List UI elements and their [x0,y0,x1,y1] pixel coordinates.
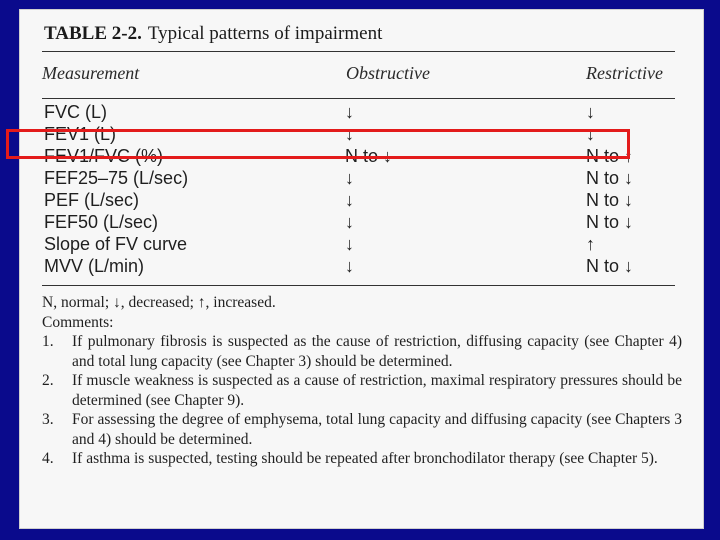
header-measurement: Measurement [42,63,140,83]
comment-text: If muscle weakness is suspected as a cause of restriction, maximal respiratory pressures should be determined (see Chapter 9). [72,372,682,409]
row-measurement: FVC (L) [44,102,107,122]
table-row [20,102,703,124]
document-page [20,10,703,528]
legend-text: N, normal; ↓, decreased; ↑, increased. [42,294,276,311]
row-restrictive: N to ↓ [586,168,634,188]
row-obstructive: ↓ [345,124,354,144]
comment-item [42,332,682,371]
header-restrictive: Restrictive [586,63,663,83]
table-row [20,256,703,278]
row-obstructive: ↓ [345,256,354,276]
comment-item [42,410,682,449]
header-rule [42,98,675,99]
row-restrictive: ↓ [586,124,595,144]
comment-text: If pulmonary fibrosis is suspected as the cause of restriction, diffusing capacity (see Chapter 4) and total lung capacity (see Chapter 3) should be determined. [72,333,682,370]
row-measurement: FEV1 (L) [44,124,117,144]
comment-number: 1. [42,333,54,350]
table-title [44,23,382,45]
row-restrictive: N to ↓ [586,190,634,210]
row-obstructive: ↓ [345,168,354,188]
row-obstructive: ↓ [345,212,354,232]
highlight-box [6,129,630,159]
row-measurement: Slope of FV curve [44,234,188,254]
table-row [20,234,703,256]
comment-text: If asthma is suspected, testing should be repeated after bronchodilator therapy (see Chapter 5). [72,450,658,467]
comment-number: 2. [42,372,54,389]
row-restrictive: N to ↓ [586,212,634,232]
row-obstructive: ↓ [345,190,354,210]
comment-number: 3. [42,411,54,428]
table-title-label: TABLE 2-2. [44,23,142,44]
table-row [20,190,703,212]
row-obstructive: N to ↓ [345,146,393,166]
row-restrictive: N to ↓ [586,256,634,276]
row-obstructive: ↓ [345,102,354,122]
row-measurement: FEF50 (L/sec) [44,212,159,232]
comment-item [42,371,682,410]
row-measurement: FEV1/FVC (%) [44,146,164,166]
header-obstructive: Obstructive [346,63,430,83]
table-row [20,168,703,190]
table-title-text: Typical patterns of impairment [147,23,383,44]
row-measurement: PEF (L/sec) [44,190,140,210]
comment-text: For assessing the degree of emphysema, total lung capacity and diffusing capacity (see Chapters 3 and 4) should be determined. [72,411,682,448]
comments-label: Comments: [42,313,114,331]
row-measurement: MVV (L/min) [44,256,145,276]
row-restrictive: N to ↑ [586,146,634,166]
row-obstructive: ↓ [345,234,354,254]
row-measurement: FEF25–75 (L/sec) [44,168,189,188]
row-restrictive: ↓ [586,102,595,122]
table-row [20,212,703,234]
top-rule [42,51,675,52]
row-restrictive: ↑ [586,234,595,254]
bottom-rule [42,285,675,286]
comment-number: 4. [42,450,54,467]
comment-item [42,449,682,469]
table-notes [42,293,682,469]
